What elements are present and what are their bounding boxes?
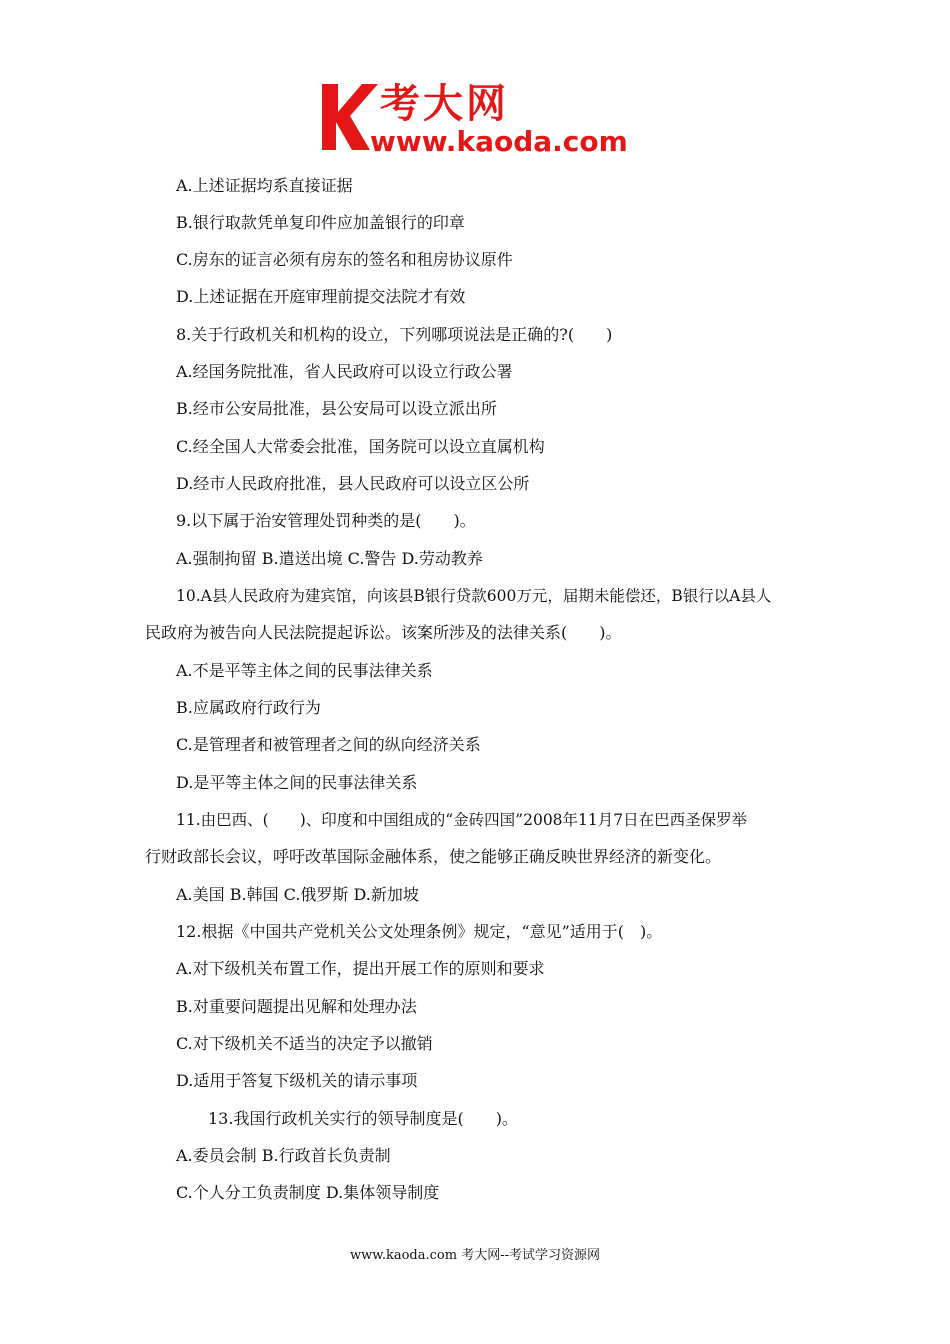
question-line: 13.我国行政机关实行的领导制度是( )。: [208, 1109, 518, 1128]
option-line: A.不是平等主体之间的民事法律关系: [176, 661, 433, 680]
option-line: A.委员会制 B.行政首长负责制: [176, 1146, 391, 1165]
option-line: A.经国务院批准，省人民政府可以设立行政公署: [176, 362, 513, 381]
option-line: C.经全国人大常委会批准，国务院可以设立直属机构: [176, 437, 545, 456]
option-line: A.对下级机关布置工作，提出开展工作的原则和要求: [176, 959, 545, 978]
question-line: 11.由巴西、( )、印度和中国组成的“金砖四国”2008年11月7日在巴西圣保罗举: [176, 811, 748, 829]
option-line: C.是管理者和被管理者之间的纵向经济关系: [176, 735, 481, 754]
option-line: D.上述证据在开庭审理前提交法院才有效: [176, 287, 466, 306]
option-line: D.是平等主体之间的民事法律关系: [176, 773, 418, 792]
option-line: A.上述证据均系直接证据: [176, 176, 353, 195]
question-line: 民政府为被告向人民法院提起诉讼。该案所涉及的法律关系( )。: [145, 623, 622, 642]
option-line: D.适用于答复下级机关的请示事项: [176, 1071, 418, 1090]
option-line: C.个人分工负责制度 D.集体领导制度: [176, 1183, 440, 1202]
question-line: 行财政部长会议，呼吁改革国际金融体系，使之能够正确反映世界经济的新变化。: [145, 847, 722, 866]
logo-brand-text: 考大网: [380, 81, 509, 127]
option-line: C.对下级机关不适当的决定予以撤销: [176, 1034, 433, 1053]
question-line: 8.关于行政机关和机构的设立，下列哪项说法是正确的?( ): [176, 325, 613, 344]
question-line: 12.根据《中国共产党机关公文处理条例》规定，“意见”适用于( )。: [176, 922, 663, 941]
kaoda-logo: [318, 80, 638, 160]
option-line: B.应属政府行政行为: [176, 698, 321, 717]
option-line: D.经市人民政府批准，县人民政府可以设立区公所: [176, 474, 530, 493]
option-line: B.银行取款凭单复印件应加盖银行的印章: [176, 213, 465, 232]
logo-url-text: www.kaoda.com: [370, 125, 628, 158]
page-footer: www.kaoda.com 考大网--考试学习资源网: [350, 1248, 600, 1263]
option-line: B.经市公安局批准，县公安局可以设立派出所: [176, 399, 497, 418]
question-line: 9.以下属于治安管理处罚种类的是( )。: [176, 511, 476, 530]
option-line: C.房东的证言必须有房东的签名和租房协议原件: [176, 250, 513, 269]
option-line: A.美国 B.韩国 C.俄罗斯 D.新加坡: [176, 885, 419, 904]
option-line: A.强制拘留 B.遣送出境 C.警告 D.劳动教养: [176, 549, 483, 568]
question-line: 10.A县人民政府为建宾馆，向该县B银行贷款600万元，届期未能偿还，B银行以A县人: [176, 587, 772, 605]
option-line: B.对重要问题提出见解和处理办法: [176, 997, 417, 1016]
